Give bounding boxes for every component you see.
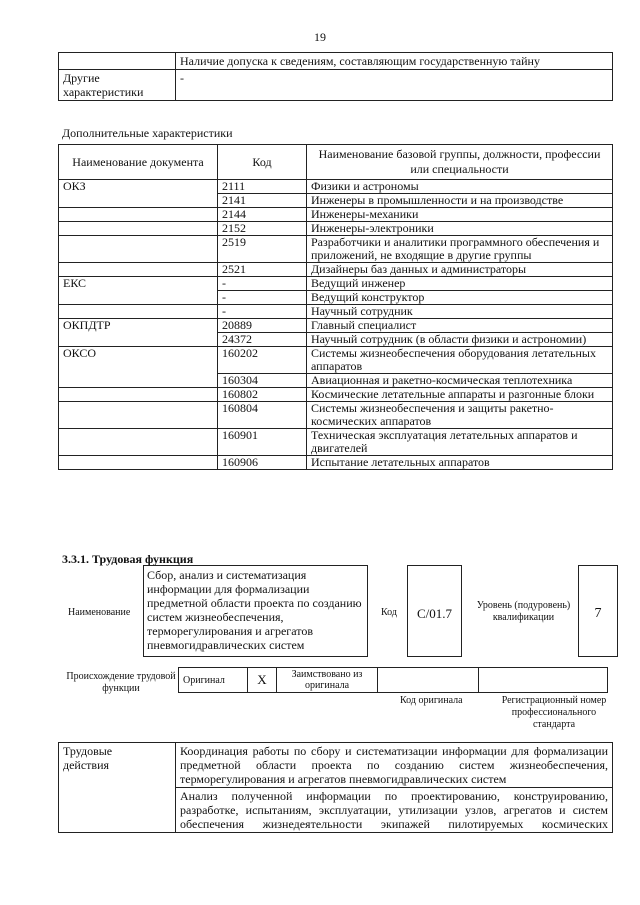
table-row <box>59 180 613 194</box>
group-name-cell: Испытание летательных аппаратов <box>307 456 613 470</box>
group-name-cell: Авиационная и ракетно-космическая теплотехника <box>307 374 613 388</box>
table-row <box>59 263 613 277</box>
name-label: Наименование <box>68 607 131 618</box>
table-row <box>59 402 613 429</box>
top-characteristics-table <box>58 52 613 101</box>
group-name-cell: Научный сотрудник <box>307 305 613 319</box>
qualification-level-label: Уровень (подуровень) квалификации <box>476 600 571 623</box>
page-number: 19 <box>314 30 326 44</box>
table-row <box>59 319 613 333</box>
document-name-continuation <box>59 333 218 347</box>
group-name-cell: Разработчики и аналитики программного обеспечения и приложений, не входящие в другие группы <box>307 236 613 263</box>
document-name-continuation <box>59 222 218 236</box>
qualification-level-box: 7 <box>578 565 618 657</box>
function-code-box: C/01.7 <box>407 565 462 657</box>
original-code-cell <box>378 668 479 693</box>
code-cell: 2521 <box>218 263 307 277</box>
original-mark: X <box>248 668 277 693</box>
document-name-continuation <box>59 208 218 222</box>
code-cell: 160202 <box>218 347 307 374</box>
code-cell: 160804 <box>218 402 307 429</box>
other-characteristics-value: - <box>176 70 613 101</box>
table-row <box>59 456 613 470</box>
table-row <box>59 429 613 456</box>
code-cell: - <box>218 305 307 319</box>
code-cell: - <box>218 277 307 291</box>
table-row <box>59 208 613 222</box>
other-characteristics-label: Другие характеристики <box>59 70 176 101</box>
registration-number-caption: Регистрационный номер профессионального стандарта <box>501 695 607 730</box>
group-name-cell: Космические летательные аппараты и разгонные блоки <box>307 388 613 402</box>
column-header-code: Код <box>218 145 307 180</box>
function-name-box: Сбор, анализ и систематизация информации для формализации предметной области проекта по созданию систем жизнеобеспечения, терморегулирования и агрегатов пневмогидравлических систем <box>143 565 368 657</box>
document-name-cell: ОКСО <box>59 347 218 374</box>
group-name-cell: Научный сотрудник (в области физики и астрономии) <box>307 333 613 347</box>
group-name-cell: Ведущий конструктор <box>307 291 613 305</box>
table-row <box>59 374 613 388</box>
group-name-cell: Главный специалист <box>307 319 613 333</box>
group-name-cell: Инженеры-механики <box>307 208 613 222</box>
borrowed-label: Заимствовано из оригинала <box>277 668 378 693</box>
labor-function-heading: 3.3.1. Трудовая функция <box>62 552 194 566</box>
document-name-continuation <box>59 388 218 402</box>
table-row <box>59 222 613 236</box>
group-name-cell: Системы жизнеобеспечения оборудования летательных аппаратов <box>307 347 613 374</box>
original-code-caption: Код оригинала <box>400 695 463 706</box>
table-row <box>59 194 613 208</box>
additional-characteristics-body <box>59 180 613 470</box>
labor-action-item: Координация работы по сбору и систематизации информации для формализации предметной области проекта по созданию систем жизнеобеспечения, терморегулирования и агрегатов пневмогидравлических систем <box>176 743 613 788</box>
code-cell: 2111 <box>218 180 307 194</box>
registration-number-cell <box>479 668 608 693</box>
additional-characteristics-heading: Дополнительные характеристики <box>62 126 233 140</box>
table-row <box>59 236 613 263</box>
group-name-cell: Инженеры-электроники <box>307 222 613 236</box>
code-cell: 160304 <box>218 374 307 388</box>
clearance-text: Наличие допуска к сведениям, составляющим государственную тайну <box>176 53 613 70</box>
document-name-continuation <box>59 263 218 277</box>
labor-actions-table <box>58 742 613 833</box>
code-cell: 20889 <box>218 319 307 333</box>
table-row <box>59 388 613 402</box>
document-name-continuation <box>59 236 218 263</box>
code-label: Код <box>381 607 397 618</box>
group-name-cell: Системы жизнеобеспечения и защиты ракетно-космических аппаратов <box>307 402 613 429</box>
group-name-cell: Ведущий инженер <box>307 277 613 291</box>
group-name-cell: Инженеры в промышленности и на производстве <box>307 194 613 208</box>
table-row <box>59 347 613 374</box>
table-row <box>59 291 613 305</box>
document-name-cell: ОКПДТР <box>59 319 218 333</box>
code-cell: 2144 <box>218 208 307 222</box>
table-row <box>59 333 613 347</box>
original-label: Оригинал <box>179 668 248 693</box>
code-cell: 2152 <box>218 222 307 236</box>
document-name-cell: ОКЗ <box>59 180 218 194</box>
document-name-continuation <box>59 374 218 388</box>
document-name-continuation <box>59 291 218 305</box>
top-table-empty-cell <box>59 53 176 70</box>
document-name-continuation <box>59 456 218 470</box>
code-cell: 2519 <box>218 236 307 263</box>
table-row <box>59 305 613 319</box>
code-cell: - <box>218 291 307 305</box>
document-name-continuation <box>59 429 218 456</box>
labor-action-item: Анализ полученной информации по проектированию, конструированию, разработке, испытаниям, эксплуатации, утилизации узлов, агрегатов и систем обеспечения жизнедеятельности экипажей пилотируемых космических <box>176 788 613 833</box>
function-origin-label: Происхождение трудовой функции <box>66 671 176 694</box>
origin-table <box>178 667 608 693</box>
group-name-cell: Дизайнеры баз данных и администраторы <box>307 263 613 277</box>
document-name-cell: ЕКС <box>59 277 218 291</box>
column-header-document: Наименование документа <box>59 145 218 180</box>
code-cell: 160802 <box>218 388 307 402</box>
additional-characteristics-table <box>58 144 613 470</box>
code-cell: 2141 <box>218 194 307 208</box>
group-name-cell: Физики и астрономы <box>307 180 613 194</box>
document-name-continuation <box>59 194 218 208</box>
document-name-continuation <box>59 402 218 429</box>
code-cell: 160901 <box>218 429 307 456</box>
code-cell: 160906 <box>218 456 307 470</box>
code-cell: 24372 <box>218 333 307 347</box>
group-name-cell: Техническая эксплуатация летательных аппаратов и двигателей <box>307 429 613 456</box>
table-row <box>59 277 613 291</box>
column-header-group-name: Наименование базовой группы, должности, профессии или специальности <box>307 145 613 180</box>
labor-actions-label: Трудовые действия <box>59 743 176 833</box>
document-name-continuation <box>59 305 218 319</box>
